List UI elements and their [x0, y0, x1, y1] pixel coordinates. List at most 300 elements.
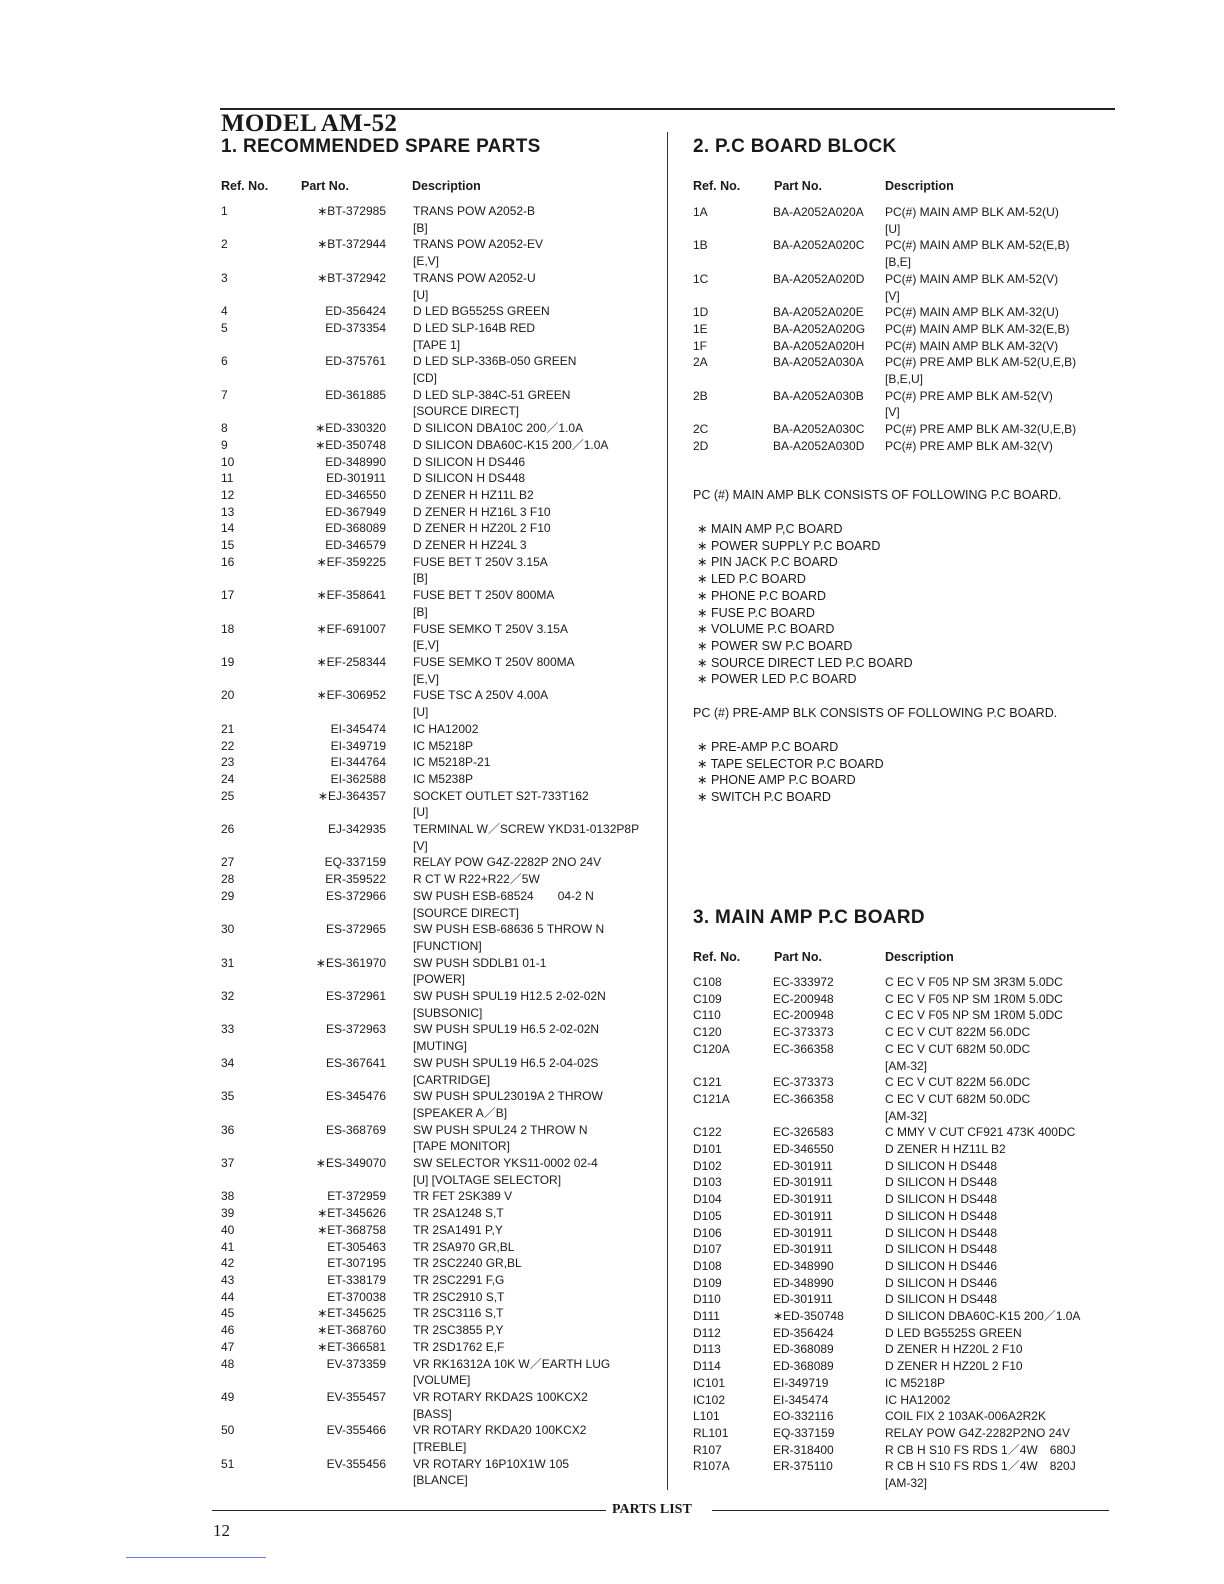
part-no: EC-200948: [773, 1008, 834, 1023]
part-no: ED-301911: [773, 1192, 833, 1207]
description-note: [U]: [413, 287, 429, 302]
description: SW PUSH SPUL24 2 THROW N: [413, 1122, 588, 1137]
description: PC(#) MAIN AMP BLK AM-52(U): [885, 205, 1059, 219]
description: FUSE BET T 250V 3.15A: [413, 554, 548, 569]
table-row: [221, 1205, 651, 1222]
footer-rule-right: [712, 1510, 1109, 1511]
table-row: [221, 854, 651, 871]
board-item: ∗ LED P.C BOARD: [697, 572, 806, 587]
part-no: EC-200948: [773, 991, 834, 1006]
part-no: ∗BT-372944: [317, 237, 386, 252]
description: TR 2SC2910 S,T: [413, 1289, 505, 1304]
ref-no: D108: [693, 1258, 722, 1273]
description: D SILICON H DS446: [885, 1275, 998, 1290]
ref-no: 38: [221, 1189, 235, 1204]
pre-board-list: [697, 739, 884, 806]
ref-no: D104: [693, 1192, 722, 1207]
main-amp-note: PC (#) MAIN AMP BLK CONSISTS OF FOLLOWING P.C BOARD.: [693, 488, 1062, 502]
part-no: EI-349719: [773, 1375, 829, 1390]
table-row: [221, 721, 651, 738]
table-row: [221, 921, 651, 954]
description: R CB H S10 FS RDS 1／4W 820J: [885, 1459, 1076, 1474]
description-note: [TAPE 1]: [413, 337, 461, 352]
part-no: ∗ES-361970: [315, 955, 386, 970]
ref-no: C121A: [693, 1091, 730, 1106]
part-no: ES-372966: [325, 888, 386, 903]
table-row: [693, 388, 1113, 421]
table-row: [221, 203, 651, 236]
description: PC(#) MAIN AMP BLK AM-52(V): [885, 271, 1059, 286]
table-row: [693, 1442, 1113, 1459]
part-no: BA-A2052A030A: [773, 355, 864, 370]
part-no: ∗ET-366581: [317, 1339, 386, 1354]
part-no: ED-348990: [325, 454, 386, 469]
description: RELAY POW G4Z-2282P 2NO 24V: [413, 855, 602, 870]
ref-no: 15: [221, 538, 235, 553]
part-no: ∗EF-691007: [316, 621, 386, 636]
part-no: ∗ET-345626: [317, 1206, 386, 1221]
table-row: [693, 1341, 1113, 1358]
ref-no: 14: [221, 521, 235, 536]
section3-table: [693, 974, 1113, 1492]
table-row: [221, 821, 651, 854]
part-no: BA-A2052A020D: [773, 271, 865, 286]
table-row: [693, 1208, 1113, 1225]
description: PC(#) MAIN AMP BLK AM-32(E,B): [885, 321, 1070, 336]
part-no: ET-305463: [327, 1239, 386, 1254]
table-row: [693, 421, 1113, 438]
table-row: [693, 1291, 1113, 1308]
ref-no: 12: [221, 487, 235, 502]
table-row: [693, 1074, 1113, 1091]
description: D ZENER H HZ24L 3: [413, 538, 527, 553]
ref-no: 49: [221, 1389, 235, 1404]
description: TR 2SC2240 GR,BL: [413, 1256, 522, 1271]
section3-desc-header: Description: [885, 950, 954, 964]
table-row: [221, 1055, 651, 1088]
description: SW PUSH ESB-68636 5 THROW N: [413, 922, 605, 937]
ref-no: 29: [221, 888, 235, 903]
description: TRANS POW A2052-B: [413, 204, 536, 218]
ref-no: 1E: [693, 321, 708, 336]
description-note: [MUTING]: [413, 1039, 467, 1054]
table-row: [221, 654, 651, 687]
description-note: [TAPE MONITOR]: [413, 1139, 510, 1154]
description-note: [V]: [885, 405, 900, 420]
description: D ZENER H HZ16L 3 F10: [413, 504, 551, 519]
description-note: [TREBLE]: [413, 1440, 467, 1455]
ref-no: 31: [221, 955, 235, 970]
part-no: ES-372965: [325, 922, 386, 937]
table-row: [693, 438, 1113, 455]
board-item: ∗ MAIN AMP P,C BOARD: [697, 522, 843, 536]
description-note: [V]: [413, 838, 428, 853]
ref-no: 11: [221, 471, 234, 486]
part-no: ER-359522: [325, 872, 386, 887]
description: D SILICON H DS448: [885, 1192, 998, 1207]
part-no: ∗EJ-364357: [317, 788, 386, 803]
board-item: ∗ SOURCE DIRECT LED P.C BOARD: [697, 655, 913, 670]
table-row: [221, 738, 651, 755]
part-no: ED-368089: [773, 1342, 834, 1357]
part-no: ∗EF-258344: [316, 654, 386, 669]
ref-no: R107A: [693, 1459, 730, 1474]
description: PC(#) MAIN AMP BLK AM-32(V): [885, 338, 1059, 353]
board-item: ∗ PIN JACK P.C BOARD: [697, 555, 838, 570]
part-no: ED-368089: [773, 1359, 834, 1374]
description: TR FET 2SK389 V: [413, 1189, 513, 1204]
part-no: EQ-337159: [324, 855, 386, 870]
part-no: ED-373354: [325, 320, 386, 335]
table-row: [221, 1188, 651, 1205]
ref-no: 6: [221, 354, 228, 369]
part-no: ET-307195: [327, 1256, 386, 1271]
ref-no: 2: [221, 237, 228, 252]
table-row: [221, 587, 651, 620]
description: IC M5238P: [413, 771, 474, 786]
part-no: BA-A2052A020G: [773, 321, 866, 336]
ref-no: D106: [693, 1225, 722, 1240]
ref-no: 1F: [693, 338, 708, 353]
description: SW SELECTOR YKS11-0002 02-4: [413, 1156, 598, 1171]
description: C EC V F05 NP SM 1R0M 5.0DC: [885, 991, 1063, 1006]
description: TR 2SD1762 E,F: [413, 1339, 505, 1354]
part-no: ∗EF-358641: [316, 588, 386, 603]
table-row: [693, 1392, 1113, 1409]
description: VR ROTARY RKDA2S 100KCX2: [413, 1389, 588, 1404]
ref-no: 16: [221, 554, 235, 569]
ref-no: 4: [221, 304, 228, 319]
part-no: EV-355456: [326, 1456, 386, 1471]
description: TR 2SC3855 P,Y: [413, 1323, 504, 1338]
description: D SILICON H DS446: [413, 454, 526, 469]
table-row: [221, 236, 651, 269]
table-row: [693, 1425, 1113, 1442]
description: TR 2SA1248 S,T: [413, 1206, 504, 1221]
table-row: [221, 1272, 651, 1289]
description: C EC V CUT 822M 56.0DC: [885, 1075, 1031, 1090]
table-row: [221, 888, 651, 921]
table-row: [221, 1239, 651, 1256]
part-no: ED-368089: [325, 521, 386, 536]
ref-no: 46: [221, 1323, 235, 1338]
part-no: ED-301911: [326, 471, 386, 486]
ref-no: D105: [693, 1208, 722, 1223]
part-no: EI-362588: [330, 771, 386, 786]
part-no: ES-372961: [325, 989, 386, 1004]
description: VR RK16312A 10K W／EARTH LUG: [413, 1356, 611, 1371]
ref-no: 23: [221, 755, 235, 770]
board-item: ∗ PHONE P.C BOARD: [697, 588, 827, 603]
description: D LED BG5525S GREEN: [413, 304, 550, 319]
table-row: [221, 353, 651, 386]
table-row: [221, 470, 651, 487]
table-row: [693, 338, 1113, 355]
description: TERMINAL W／SCREW YKD31-0132P8P: [413, 822, 640, 837]
description-note: [E,V]: [413, 254, 440, 269]
description: D SILICON DBA60C-K15 200／1.0A: [885, 1309, 1081, 1324]
description: D ZENER H HZ20L 2 F10: [885, 1359, 1023, 1374]
table-row: [221, 303, 651, 320]
table-row: [221, 554, 651, 587]
ref-no: D112: [693, 1325, 721, 1340]
table-row: [693, 991, 1113, 1008]
ref-no: 44: [221, 1289, 235, 1304]
table-row: [693, 1124, 1113, 1141]
description: IC M5218P: [413, 738, 474, 753]
part-no: EC-373373: [773, 1025, 834, 1040]
table-row: [221, 754, 651, 771]
description: IC M5218P-21: [413, 755, 491, 770]
description: C EC V F05 NP SM 3R3M 5.0DC: [885, 975, 1063, 989]
description: D SILICON H DS448: [413, 471, 526, 486]
table-row: [693, 1091, 1113, 1124]
part-no: ∗BT-372985: [317, 204, 386, 218]
ref-no: 35: [221, 1089, 235, 1104]
ref-no: 22: [221, 738, 235, 753]
table-row: [693, 1375, 1113, 1392]
part-no: EV-373359: [326, 1356, 386, 1371]
section2-desc-header: Description: [885, 179, 954, 193]
description: RELAY POW G4Z-2282P2NO 24V: [885, 1425, 1070, 1440]
table-row: [221, 1088, 651, 1121]
ref-no: D111: [693, 1309, 720, 1324]
ref-no: C122: [693, 1125, 722, 1140]
description-note: [U]: [413, 705, 429, 720]
section1-desc-header: Description: [412, 179, 481, 193]
ref-no: 1: [221, 204, 228, 218]
description: TR 2SC2291 F,G: [413, 1273, 505, 1287]
part-no: BA-A2052A020C: [773, 238, 865, 253]
description: D ZENER H HZ20L 2 F10: [885, 1342, 1023, 1357]
part-no: EV-355457: [326, 1389, 386, 1404]
ref-no: 8: [221, 421, 228, 436]
part-no: ET-372959: [327, 1189, 386, 1204]
part-no: EI-349719: [330, 738, 386, 753]
part-no: ER-375110: [773, 1459, 833, 1474]
board-item: ∗ TAPE SELECTOR P.C BOARD: [697, 756, 884, 771]
ref-no: C121: [693, 1075, 722, 1090]
description: VR ROTARY 16P10X1W 105: [413, 1456, 570, 1471]
ref-no: 24: [221, 771, 235, 786]
part-no: EC-326583: [773, 1125, 834, 1140]
description-note: [AM-32]: [885, 1108, 928, 1123]
table-row: [221, 1305, 651, 1322]
description: TRANS POW A2052-U: [413, 270, 536, 285]
description-note: [FUNCTION]: [413, 938, 482, 953]
part-no: ED-346550: [773, 1142, 834, 1157]
description: FUSE SEMKO T 250V 3.15A: [413, 621, 568, 636]
board-item: ∗ POWER SW P.C BOARD: [697, 638, 853, 653]
table-row: [693, 354, 1113, 387]
description: D ZENER H HZ20L 2 F10: [413, 521, 551, 536]
description: PC(#) PRE AMP BLK AM-32(U,E,B): [885, 422, 1077, 437]
description: C EC V CUT 822M 56.0DC: [885, 1025, 1031, 1040]
section1-ref-header: Ref. No.: [221, 179, 269, 193]
main-board-list: [697, 521, 913, 688]
part-no: ES-345476: [325, 1089, 386, 1104]
table-row: [221, 1255, 651, 1272]
table-row: [693, 1024, 1113, 1041]
ref-no: 43: [221, 1273, 235, 1287]
ref-no: R107: [693, 1442, 722, 1457]
description: IC HA12002: [413, 721, 479, 736]
ref-no: 41: [221, 1239, 235, 1254]
description: R CB H S10 FS RDS 1／4W 680J: [885, 1442, 1076, 1457]
ref-no: 27: [221, 855, 235, 870]
part-no: ES-368769: [325, 1122, 386, 1137]
description-note: [B]: [413, 220, 428, 235]
description: SW PUSH SPUL23019A 2 THROW: [413, 1089, 603, 1104]
ref-no: D110: [693, 1292, 721, 1307]
ref-no: D101: [693, 1142, 722, 1157]
description-note: [SPEAKER A／B]: [413, 1105, 508, 1120]
table-row: [221, 1456, 651, 1489]
pre-amp-note: PC (#) PRE-AMP BLK CONSISTS OF FOLLOWING P.C BOARD.: [693, 706, 1058, 720]
description: SOCKET OUTLET S2T-733T162: [413, 788, 589, 803]
part-no: ED-301911: [773, 1225, 833, 1240]
part-no: ED-356424: [773, 1325, 834, 1340]
description-note: [BLANCE]: [413, 1473, 468, 1488]
ref-no: 9: [221, 437, 228, 452]
ref-no: 47: [221, 1339, 235, 1354]
ref-no: 17: [221, 588, 235, 603]
table-row: [693, 1358, 1113, 1375]
ref-no: 3: [221, 270, 228, 285]
description-note: [V]: [885, 288, 900, 303]
ref-no: 13: [221, 504, 235, 519]
table-row: [221, 1422, 651, 1455]
column-divider: [667, 132, 668, 1490]
ref-no: 51: [221, 1456, 235, 1471]
ref-no: 28: [221, 872, 235, 887]
description: IC M5218P: [885, 1375, 946, 1390]
part-no: EC-366358: [773, 1091, 834, 1106]
table-row: [693, 1174, 1113, 1191]
ref-no: 39: [221, 1206, 235, 1221]
table-row: [221, 621, 651, 654]
part-no: ED-375761: [325, 354, 386, 369]
description-note: [U] [VOLTAGE SELECTOR]: [413, 1172, 562, 1187]
part-no: BA-A2052A030C: [773, 422, 865, 437]
table-row: [693, 1141, 1113, 1158]
board-item: ∗ PRE-AMP P.C BOARD: [697, 740, 839, 754]
table-row: [221, 788, 651, 821]
footer-title: PARTS LIST: [612, 1502, 692, 1517]
ref-no: 2C: [693, 422, 709, 437]
table-row: [221, 454, 651, 471]
ref-no: 20: [221, 688, 235, 703]
ref-no: IC102: [693, 1392, 726, 1407]
ref-no: 36: [221, 1122, 235, 1137]
part-no: ED-301911: [773, 1175, 833, 1190]
table-row: [221, 1356, 651, 1389]
table-row: [221, 504, 651, 521]
part-no: ∗EF-359225: [316, 554, 386, 569]
table-row: [693, 1308, 1113, 1325]
board-item: ∗ POWER LED P.C BOARD: [697, 672, 857, 687]
part-no: BA-A2052A020E: [773, 305, 864, 320]
section1-title: 1. RECOMMENDED SPARE PARTS: [221, 136, 541, 157]
table-row: [221, 687, 651, 720]
description-note: [SUBSONIC]: [413, 1005, 483, 1020]
description-note: [POWER]: [413, 972, 466, 987]
section3-title: 3. MAIN AMP P.C BOARD: [693, 907, 925, 928]
part-no: EC-333972: [773, 975, 834, 989]
part-no: EI-345474: [330, 721, 386, 736]
ref-no: 1A: [693, 205, 708, 219]
description: SW PUSH SPUL19 H6.5 2-02-02N: [413, 1022, 600, 1037]
description: D SILICON H DS448: [885, 1175, 998, 1190]
description: C EC V CUT 682M 50.0DC: [885, 1041, 1031, 1056]
table-row: [221, 1155, 651, 1188]
table-row: [221, 1021, 651, 1054]
description: SW PUSH SDDLB1 01-1: [413, 955, 547, 970]
part-no: ∗BT-372942: [317, 270, 386, 285]
ref-no: 2B: [693, 388, 708, 403]
description: IC HA12002: [885, 1392, 951, 1407]
description: PC(#) MAIN AMP BLK AM-52(E,B): [885, 238, 1070, 253]
part-no: EQ-337159: [773, 1425, 835, 1440]
description: D SILICON H DS448: [885, 1225, 998, 1240]
part-no: ∗ET-368758: [317, 1222, 386, 1237]
table-row: [221, 1322, 651, 1339]
ref-no: D113: [693, 1342, 721, 1357]
page-number: 12: [213, 1521, 230, 1540]
part-no: ES-367641: [325, 1055, 386, 1070]
part-no: ES-372963: [325, 1022, 386, 1037]
table-row: [693, 974, 1113, 991]
description: D LED SLP-384C-51 GREEN: [413, 387, 571, 402]
description-note: [BASS]: [413, 1406, 452, 1421]
part-no: ET-338179: [327, 1273, 386, 1287]
description: TRANS POW A2052-EV: [413, 237, 544, 252]
ref-no: 50: [221, 1423, 235, 1438]
part-no: ∗ED-350748: [773, 1309, 844, 1324]
table-row: [221, 420, 651, 437]
part-no: EI-345474: [773, 1392, 829, 1407]
description-note: [SOURCE DIRECT]: [413, 404, 520, 419]
description-note: [E,V]: [413, 638, 440, 653]
description: D ZENER H HZ11L B2: [413, 487, 534, 502]
description: FUSE BET T 250V 800MA: [413, 588, 555, 603]
part-no: ED-301911: [773, 1242, 833, 1257]
description: COIL FIX 2 103AK-006A2R2K: [885, 1409, 1046, 1424]
description: C MMY V CUT CF921 473K 400DC: [885, 1125, 1076, 1140]
part-no: ED-301911: [773, 1208, 833, 1223]
table-row: [221, 988, 651, 1021]
part-no: EC-366358: [773, 1041, 834, 1056]
ref-no: 45: [221, 1306, 235, 1321]
part-no: ∗ET-345625: [317, 1306, 386, 1321]
description: C EC V CUT 682M 50.0DC: [885, 1091, 1031, 1106]
description: TR 2SA970 GR,BL: [413, 1239, 515, 1254]
part-no: ET-370038: [327, 1289, 386, 1304]
description-note: [AM-32]: [885, 1058, 928, 1073]
ref-no: 1D: [693, 305, 709, 320]
table-row: [221, 1389, 651, 1422]
table-row: [693, 204, 1113, 237]
description: D SILICON H DS448: [885, 1242, 998, 1257]
table-row: [221, 520, 651, 537]
description: PC(#) PRE AMP BLK AM-52(V): [885, 388, 1053, 403]
table-row: [693, 1158, 1113, 1175]
description: TR 2SC3116 S,T: [413, 1306, 504, 1321]
ref-no: 32: [221, 989, 235, 1004]
board-item: ∗ SWITCH P.C BOARD: [697, 790, 831, 805]
description: D SILICON H DS448: [885, 1292, 998, 1307]
footer-rule-left: [212, 1510, 606, 1511]
